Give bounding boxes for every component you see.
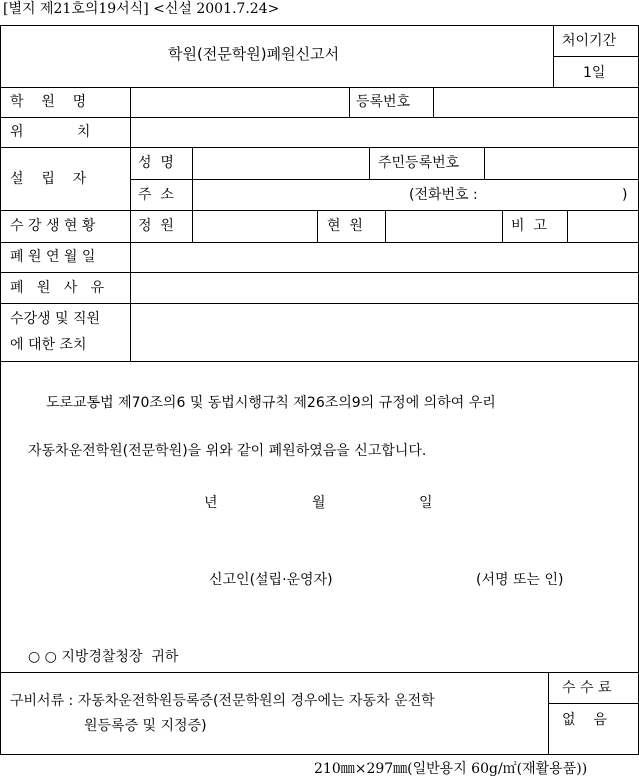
date-month-label: 월 (312, 495, 326, 511)
addressee: ○ ○ 지방경찰청장 귀하 (28, 649, 179, 665)
statement-line2: 자동차운전학원(전문학원)을 위와 같이 폐원하였음을 신고합니다. (28, 443, 427, 459)
capacity-field[interactable] (193, 211, 317, 242)
location-field[interactable] (131, 118, 638, 147)
date-year-label: 년 (204, 495, 218, 511)
registration-number-label: 등록번호 (356, 94, 411, 110)
closure-reason-label: 폐 원 사 유 (10, 280, 105, 296)
capacity-label: 정 원 (138, 218, 174, 234)
current-field[interactable] (386, 211, 502, 242)
phone-field[interactable] (500, 180, 618, 210)
paper-spec: 210㎜×297㎜(일반용지 60g/㎡(재활용품)) (314, 761, 588, 777)
closure-date-label: 폐 원 연 월 일 (10, 249, 96, 265)
processing-period-label: 처이기간 (562, 33, 617, 49)
processing-period-value: 1일 (583, 65, 606, 81)
founder-address-field[interactable] (193, 180, 403, 210)
signature-field[interactable] (470, 566, 598, 594)
form-title: 학원(전문학원)폐원신고서 (168, 45, 340, 63)
academy-name-label: 학 원 명 (10, 94, 87, 110)
signature-label: (서명 또는 인) (476, 572, 564, 588)
required-documents-line2: 원등록증 및 지정증) (84, 718, 207, 734)
resident-number-field[interactable] (485, 148, 638, 179)
fee-value: 없 음 (562, 712, 607, 728)
closure-reason-field[interactable] (131, 273, 638, 303)
location-label: 위 치 (10, 124, 91, 140)
trainee-status-label: 수 강 생 현 황 (10, 218, 96, 234)
measures-label-line1: 수강생 및 직원 (10, 311, 101, 327)
founder-name-field[interactable] (193, 148, 369, 179)
phone-close-paren: ) (622, 187, 628, 203)
required-documents-line1: 구비서류 : 자동차운전학원등록증(전문학원의 경우에는 자동차 운전학 (10, 693, 435, 709)
closure-date-field[interactable] (131, 243, 638, 272)
current-label: 현 원 (327, 218, 363, 234)
reporter-label: 신고인(설립·운영자) (209, 572, 333, 588)
form-reference: [별지 제21호의19서식] <신설 2001.7.24> (3, 1, 280, 17)
founder-address-label: 주 소 (138, 187, 174, 203)
academy-name-field[interactable] (131, 88, 349, 117)
founder-label: 설 립 자 (10, 171, 87, 187)
founder-name-label: 성 명 (138, 155, 174, 171)
measures-field[interactable] (131, 304, 638, 361)
fee-label: 수 수 료 (562, 680, 612, 696)
remarks-label: 비 고 (511, 218, 547, 234)
statement-line1: 도로교통법 제70조의6 및 동법시행규칙 제26조의9의 규정에 의하여 우리 (46, 395, 496, 411)
date-day-label: 일 (419, 495, 433, 511)
resident-number-label: 주민등록번호 (378, 155, 460, 171)
measures-label-line2: 에 대한 조치 (10, 337, 87, 353)
phone-label: (전화번호 : (409, 187, 478, 203)
registration-number-field[interactable] (434, 88, 638, 117)
remarks-field[interactable] (568, 211, 638, 242)
